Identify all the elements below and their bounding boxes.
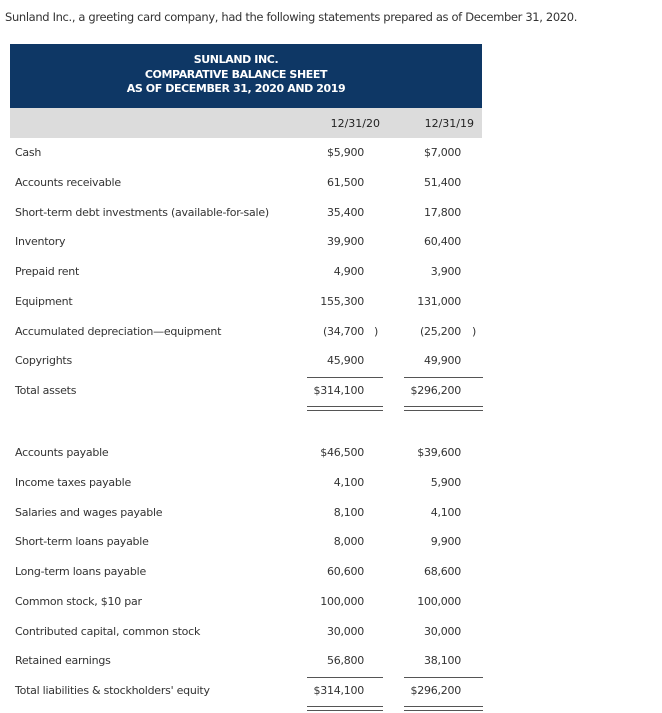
liability-row	[10, 473, 482, 493]
liability-row	[10, 651, 482, 671]
value-2019: 3,900	[430, 265, 461, 278]
subtotal-rule	[307, 677, 383, 678]
liability-row	[10, 503, 482, 523]
value-2020: 35,400	[327, 205, 364, 219]
asset-row	[10, 232, 482, 252]
subtotal-rule	[404, 677, 483, 678]
row-label: Cash	[15, 146, 42, 159]
value-2019: 17,800	[424, 205, 461, 219]
row-label: Copyrights	[15, 354, 72, 368]
value-2020: 8,000	[333, 535, 364, 549]
row-label: Accounts receivable	[15, 175, 121, 189]
subtotal-rule	[404, 377, 483, 378]
row-label: Common stock, $10 par	[15, 594, 142, 608]
row-label: Prepaid rent	[15, 265, 80, 278]
value-2020: $5,900	[327, 146, 364, 159]
table-banner	[10, 44, 482, 108]
row-label: Retained earnings	[15, 654, 111, 668]
asset-row	[10, 322, 482, 342]
value-2020: 4,100	[333, 475, 364, 489]
total-double-rule	[404, 406, 483, 411]
column-header-2020: 12/31/20	[330, 117, 380, 130]
row-label: Total assets	[15, 384, 77, 397]
liability-row	[10, 562, 482, 582]
value-2019: $296,200	[410, 684, 461, 697]
value-2020: (34,700	[322, 324, 364, 338]
balance-sheet-table	[10, 44, 482, 138]
closing-paren: )	[472, 324, 477, 338]
subtotal-rule	[307, 377, 383, 378]
asset-row	[10, 351, 482, 371]
liability-row	[10, 443, 482, 463]
total-double-rule	[307, 706, 383, 711]
company-name: SUNLAND INC.	[193, 53, 279, 66]
row-label: Income taxes payable	[15, 475, 131, 489]
value-2019: $39,600	[417, 446, 461, 459]
value-2019: 5,900	[430, 475, 461, 489]
value-2019: 60,400	[424, 235, 461, 249]
row-label: Inventory	[15, 235, 66, 249]
value-2020: 39,900	[327, 235, 364, 249]
asset-row	[10, 262, 482, 282]
value-2019: (25,200	[419, 324, 461, 338]
total-double-rule	[307, 406, 383, 411]
row-label: Contributed capital, common stock	[15, 624, 201, 638]
value-2019: 4,100	[430, 505, 461, 519]
value-2019: 9,900	[430, 535, 461, 549]
value-2020: 30,000	[327, 624, 364, 638]
value-2020: 61,500	[327, 175, 364, 189]
asset-row	[10, 143, 482, 163]
value-2020: 155,300	[320, 294, 364, 308]
value-2019: 68,600	[424, 565, 461, 578]
value-2020: 8,100	[333, 505, 364, 519]
value-2019: $296,200	[410, 384, 461, 397]
row-label: Equipment	[15, 294, 73, 308]
liability-row	[10, 592, 482, 612]
liability-row	[10, 681, 482, 701]
statement-date: AS OF DECEMBER 31, 2020 AND 2019	[126, 82, 346, 95]
value-2020: $314,100	[313, 384, 364, 397]
value-2020: 100,000	[320, 594, 364, 608]
value-2020: $314,100	[313, 684, 364, 697]
liability-row	[10, 532, 482, 552]
closing-paren: )	[374, 324, 379, 338]
row-label: Salaries and wages payable	[15, 505, 163, 519]
value-2019: 49,900	[424, 354, 461, 368]
liability-row	[10, 622, 482, 642]
value-2019: 131,000	[417, 294, 461, 308]
asset-row	[10, 203, 482, 223]
row-label: Accumulated depreciation—equipment	[15, 324, 222, 338]
value-2019: 38,100	[424, 654, 461, 668]
value-2020: 4,900	[333, 265, 364, 278]
intro-text: Sunland Inc., a greeting card company, had the following statements prepared as of December 31, 2020.	[5, 10, 578, 24]
statement-title: COMPARATIVE BALANCE SHEET	[144, 67, 328, 81]
value-2019: 30,000	[424, 624, 461, 638]
row-label: Total liabilities & stockholders' equity	[15, 684, 210, 697]
value-2019: 51,400	[424, 175, 461, 189]
column-header-row	[10, 108, 482, 138]
value-2020: 45,900	[327, 354, 364, 368]
asset-row	[10, 292, 482, 312]
row-label: Short-term debt investments (available-for-sale)	[15, 205, 269, 219]
value-2020: 60,600	[327, 565, 364, 578]
value-2019: 100,000	[417, 594, 461, 608]
row-label: Accounts payable	[15, 446, 109, 459]
column-header-2019: 12/31/19	[424, 117, 474, 130]
asset-row	[10, 173, 482, 193]
value-2019: $7,000	[424, 146, 461, 159]
total-double-rule	[404, 706, 483, 711]
row-label: Long-term loans payable	[15, 565, 146, 578]
row-label: Short-term loans payable	[15, 535, 149, 549]
value-2020: 56,800	[327, 654, 364, 668]
asset-row	[10, 381, 482, 401]
value-2020: $46,500	[320, 446, 364, 459]
